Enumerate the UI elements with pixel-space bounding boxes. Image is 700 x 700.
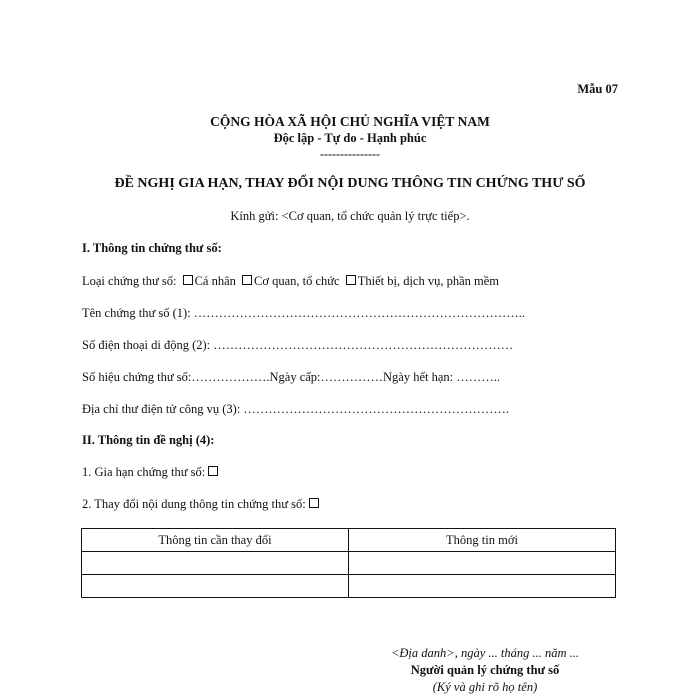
cert-type-label: Loại chứng thư số: — [82, 274, 177, 288]
document-title: ĐỀ NGHỊ GIA HẠN, THAY ĐỔI NỘI DUNG THÔNG TIN CHỨNG THƯ SỐ — [114, 176, 586, 191]
serial-dates-line: Số hiệu chứng thư số:……………….Ngày cấp:……………Ngày hết hạn: ……….. — [82, 370, 501, 384]
table-row — [82, 552, 616, 575]
table-cell[interactable] — [82, 552, 349, 575]
checkbox-renew[interactable] — [208, 466, 218, 476]
table-cell[interactable] — [349, 552, 616, 575]
option-device: Thiết bị, dịch vụ, phần mềm — [357, 274, 500, 288]
header-separator: --------------- — [320, 147, 380, 161]
national-motto: Độc lập - Tự do - Hạnh phúc — [273, 131, 427, 145]
change-label: 2. Thay đổi nội dung thông tin chứng thư số: — [82, 497, 306, 511]
renew-label: 1. Gia hạn chứng thư số: — [82, 465, 206, 479]
checkbox-change[interactable] — [309, 498, 319, 508]
header-current-info: Thông tin cần thay đổi — [82, 529, 349, 552]
email-line: Địa chỉ thư điện tử công vụ (3): ………………………………………………………. — [82, 402, 510, 416]
table-row — [82, 575, 616, 598]
signature-note: (Ký và ghi rõ họ tên) — [432, 680, 538, 694]
national-title: CỘNG HÒA XÃ HỘI CHỦ NGHĨA VIỆT NAM — [210, 114, 490, 129]
header-new-info: Thông tin mới — [349, 529, 616, 552]
change-row — [82, 497, 321, 512]
option-organization: Cơ quan, tổ chức — [254, 274, 340, 288]
checkbox-organization[interactable] — [242, 275, 252, 285]
cert-name-line: Tên chứng thư số (1): …………………………………………………………………….. — [82, 306, 526, 320]
table-cell[interactable] — [82, 575, 349, 598]
renew-row — [82, 465, 220, 480]
signer-role: Người quản lý chứng thư số — [410, 663, 560, 677]
section1-heading: I. Thông tin chứng thư số: — [82, 241, 222, 255]
form-number: Mẫu 07 — [577, 82, 618, 96]
cert-type-row — [82, 274, 499, 289]
table-header-row — [82, 529, 616, 552]
recipient-line: Kính gửi: <Cơ quan, tổ chức quản lý trực tiếp>. — [230, 209, 470, 223]
option-individual: Cá nhân — [194, 274, 236, 288]
place-date: <Địa danh>, ngày ... tháng ... năm ... — [390, 646, 580, 660]
checkbox-individual[interactable] — [183, 275, 193, 285]
checkbox-device[interactable] — [346, 275, 356, 285]
section2-heading: II. Thông tin đề nghị (4): — [82, 433, 215, 447]
changes-table — [81, 528, 616, 598]
phone-line: Số điện thoại di động (2): ……………………………………………………………… — [82, 338, 514, 352]
table-cell[interactable] — [349, 575, 616, 598]
